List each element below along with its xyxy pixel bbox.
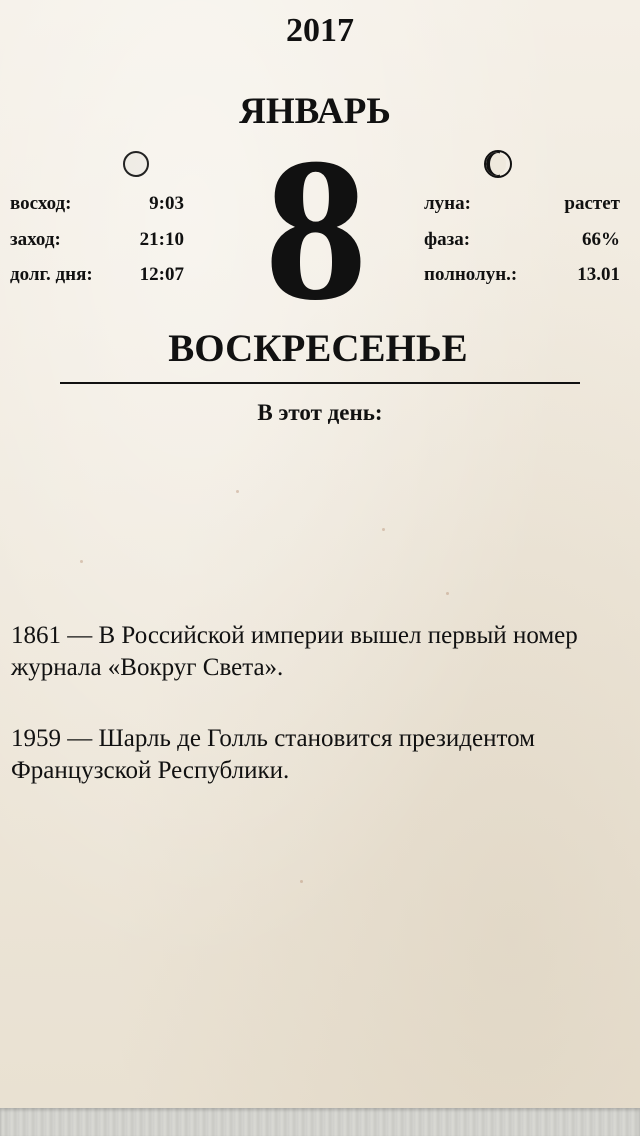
paper-fleck xyxy=(80,560,83,563)
sunset-label: заход: xyxy=(10,229,61,250)
full-moon-value: 13.01 xyxy=(577,264,620,285)
phase-label: фаза: xyxy=(424,229,471,250)
sunrise-value: 9:03 xyxy=(149,193,184,214)
weekday-label: ВОСКРЕСЕНЬЕ xyxy=(168,327,468,370)
day-length-label: долг. дня: xyxy=(10,264,93,285)
event-item: 1861 — В Российской империи вышел первый номер журнала «Вокруг Света». xyxy=(11,622,578,681)
events-list xyxy=(11,620,621,826)
day-length-value: 12:07 xyxy=(139,264,184,285)
year-label: 2017 xyxy=(286,12,354,49)
phase-value: 66% xyxy=(582,229,620,250)
moon-label: луна: xyxy=(424,193,471,214)
sunset-value: 21:10 xyxy=(139,229,184,250)
moon-value: растет xyxy=(564,193,620,214)
paper-fleck xyxy=(300,880,303,883)
paper-fleck xyxy=(382,528,385,531)
divider-line xyxy=(60,382,580,384)
month-label: ЯНВАРЬ xyxy=(239,91,391,132)
page-stack-edge xyxy=(0,1108,640,1136)
on-this-day-heading: В этот день: xyxy=(257,400,383,425)
paper-fleck xyxy=(236,490,239,493)
paper-fleck xyxy=(446,592,449,595)
full-moon-label: полнолун.: xyxy=(424,264,518,285)
day-number: 8 xyxy=(264,116,368,343)
sunrise-label: восход: xyxy=(10,193,72,214)
event-item: 1959 — Шарль де Голль становится президентом Французской Республики. xyxy=(11,725,535,784)
